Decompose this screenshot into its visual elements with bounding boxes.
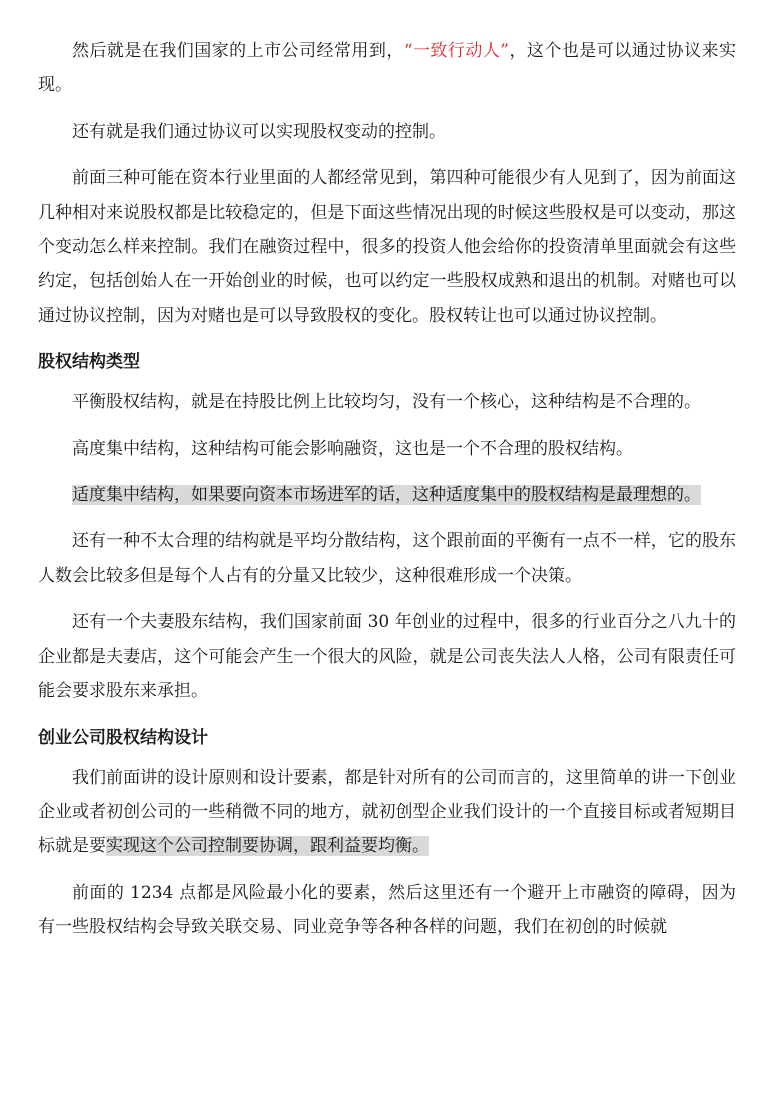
paragraph-risk-minimization: 前面的 1234 点都是风险最小化的要素，然后这里还有一个避开上市融资的障碍，因为有一些股权结构会导致关联交易、同业竞争等各种各样的问题，我们在初创的时候就 — [38, 882, 736, 938]
paragraph-equity-change-control: 还有就是我们通过协议可以实现股权变动的控制。 — [72, 121, 446, 142]
paragraph-concerted-action — [38, 34, 736, 103]
paragraph-balanced-structure: 平衡股权结构，就是在持股比例上比较均匀，没有一个核心，这种结构是不合理的。 — [72, 392, 701, 413]
highlighted-sentence: 实现这个公司控制要协调，跟利益要均衡。 — [106, 836, 429, 857]
highlighted-term: “一致行动人” — [403, 41, 509, 61]
paragraph-text: 然后就是在我们国家的上市公司经常用到， — [72, 41, 404, 61]
paragraph-fourth-possibility: 前面三种可能在资本行业里面的人都经常见到，第四种可能很少有人见到了，因为前面这几种相对来说股权都是比较稳定的，但是下面这些情况出现的时候这些股权是可以变动，那这个变动怎么样来控制。我们在融资过程中，很多的投资人他会给你的投资清单里面就会有这些约定，包括创始人在一开始创业的时候，也可以约定一些股权成熟和退出的机制。对赌也可以通过协议控制，因为对赌也是可以导致股权的变化。股权转让也可以通过协议控制。 — [38, 168, 736, 326]
paragraph-startup-design-goal — [38, 761, 736, 864]
heading-equity-structure-types: 股权结构类型 — [38, 352, 140, 373]
heading-startup-equity-design: 创业公司股权结构设计 — [38, 727, 208, 748]
highlighted-sentence: 适度集中结构，如果要向资本市场进军的话，这种适度集中的股权结构是最理想的。 — [72, 485, 701, 506]
paragraph-text: ，这个也是可以通过协议来实现。 — [38, 41, 737, 96]
paragraph-highly-concentrated: 高度集中结构，这种结构可能会影响融资，这也是一个不合理的股权结构。 — [72, 438, 633, 459]
paragraph-text: 我们前面讲的设计原则和设计要素，都是针对所有的公司而言的，这里简单的讲一下创业企业或者初创公司的一些稍微不同的地方，就初创型企业我们设计的一个直接目标或者短期目标就是要 — [38, 767, 736, 857]
paragraph-couple-shareholders: 还有一个夫妻股东结构，我们国家前面 30 年创业的过程中，很多的行业百分之八九十的企业都是夫妻店，这个可能会产生一个很大的风险，就是公司丧失法人人格，公司有限责任可能会要求股东来承担。 — [38, 612, 736, 702]
paragraph-moderately-concentrated — [38, 478, 736, 512]
paragraph-evenly-dispersed: 还有一种不太合理的结构就是平均分散结构，这个跟前面的平衡有一点不一样，它的股东人数会比较多但是每个人占有的分量又比较少，这种很难形成一个决策。 — [38, 531, 736, 586]
